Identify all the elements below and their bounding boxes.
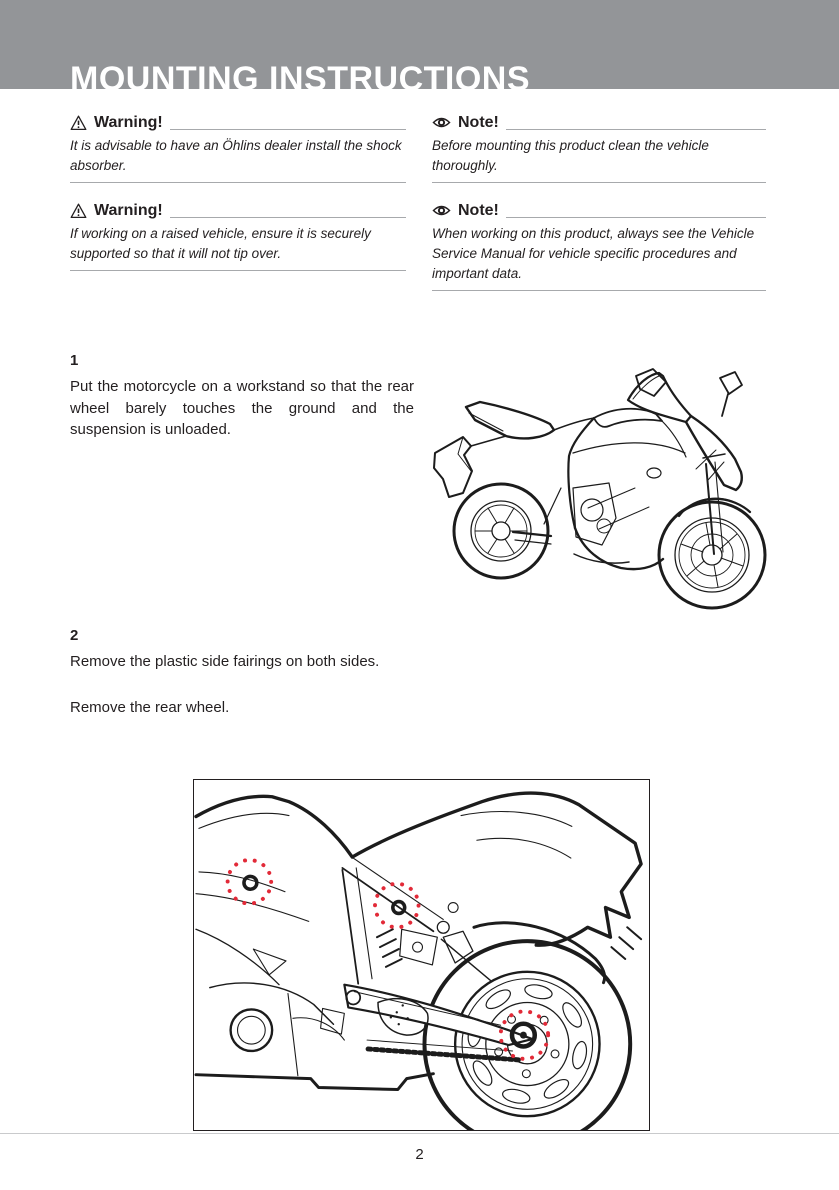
notice-body: It is advisable to have an Öhlins dealer install the shock absorber. (70, 136, 406, 183)
notice-body: Before mounting this product clean the vehicle thoroughly. (432, 136, 766, 183)
notice-heading (432, 200, 766, 221)
eye-icon (432, 204, 451, 217)
heading-rule (506, 129, 766, 130)
step-2 (70, 627, 500, 718)
step-1 (70, 352, 414, 441)
step-text: Remove the plastic side fairings on both sides. (70, 653, 380, 670)
heading-rule (506, 217, 766, 218)
warning-triangle-icon (70, 203, 87, 219)
heading-rule (170, 129, 406, 130)
note-notice-1 (432, 112, 766, 183)
footer-divider (0, 1133, 839, 1134)
warning-notice-1 (70, 112, 406, 183)
heading-rule (170, 217, 406, 218)
notice-body: When working on this product, always see the Vehicle Service Manual for vehicle specific procedures and important data. (432, 224, 766, 291)
step-number: 1 (70, 352, 79, 369)
notice-title: Note! (458, 113, 499, 131)
step-number: 2 (70, 627, 79, 644)
eye-icon (432, 116, 451, 129)
page-number: 2 (415, 1146, 424, 1163)
note-notice-2 (432, 200, 766, 291)
notice-title: Note! (458, 201, 499, 219)
notice-body: If working on a raised vehicle, ensure it is securely supported so that it will not tip over. (70, 224, 406, 271)
notice-heading (432, 112, 766, 133)
figure-motorcycle-side-view (423, 358, 823, 628)
warning-notice-2 (70, 200, 406, 271)
warning-triangle-icon (70, 115, 87, 131)
notice-title: Warning! (94, 113, 163, 131)
step-text: Put the motorcycle on a workstand so that the rear wheel barely touches the ground and the suspension is unloaded. (70, 378, 414, 438)
page-title: MOUNTING INSTRUCTIONS (70, 60, 531, 98)
notice-heading (70, 112, 406, 133)
rear-section-line-art (194, 780, 649, 1130)
notices-left-column (70, 112, 406, 288)
notice-title: Warning! (94, 201, 163, 219)
notice-heading (70, 200, 406, 221)
figure-rear-fastener-detail (193, 779, 650, 1131)
fastener-marker-1 (228, 860, 272, 904)
notices-right-column (432, 112, 766, 308)
step-text: Remove the rear wheel. (70, 698, 230, 716)
page-header-bar (0, 0, 839, 98)
motorcycle-line-art (423, 358, 823, 628)
